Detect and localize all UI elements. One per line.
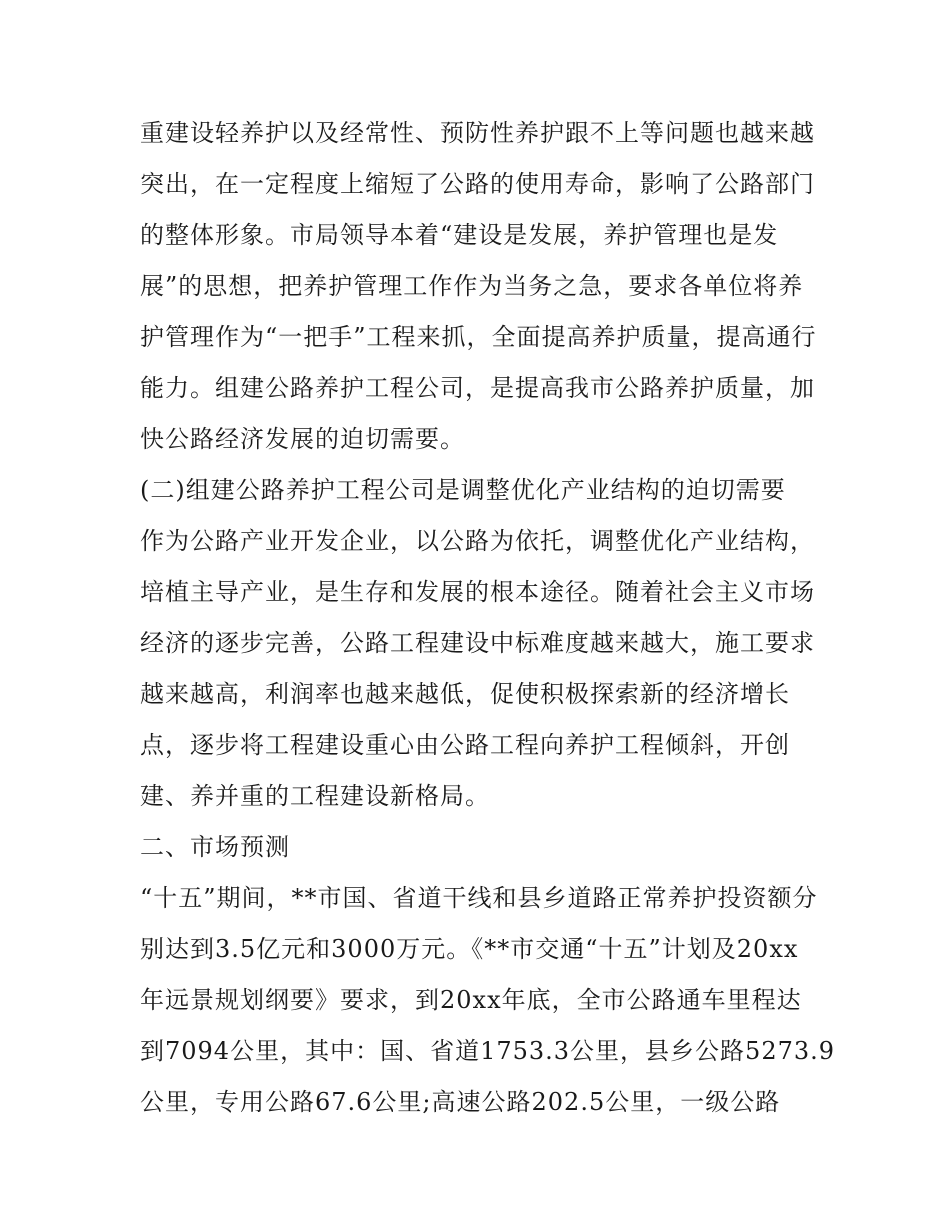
text-line: 作为公路产业开发企业，以公路为依托，调整优化产业结构， [140, 527, 815, 555]
text-line: “十五”期间，**市国、省道干线和县乡道路正常养护投资额分 [140, 884, 818, 912]
text-line: 护管理作为“一把手”工程来抓，全面提高养护质量，提高通行 [140, 323, 817, 351]
text-line: 重建设轻养护以及经常性、预防性养护跟不上等问题也越来越 [140, 119, 815, 147]
text-line: 点，逐步将工程建设重心由公路工程向养护工程倾斜，开创 [140, 731, 790, 759]
section-heading: (二)组建公路养护工程公司是调整优化产业结构的迫切需要 [140, 476, 786, 504]
text-line: 年远景规划纲要》要求，到20xx年底，全市公路通车里程达 [140, 986, 802, 1014]
text-line: 快公路经济发展的迫切需要。 [140, 425, 465, 453]
text-line: 公里，专用公路67.6公里;高速公路202.5公里，一级公路 [140, 1088, 781, 1116]
text-line: 展”的思想，把养护管理工作作为当务之急，要求各单位将养 [140, 272, 804, 300]
text-line: 突出，在一定程度上缩短了公路的使用寿命，影响了公路部门 [140, 170, 815, 198]
text-line: 越来越高，利润率也越来越低，促使积极探索新的经济增长 [140, 680, 790, 708]
section-heading: 二、市场预测 [140, 833, 290, 861]
text-line: 经济的逐步完善，公路工程建设中标难度越来越大，施工要求 [140, 629, 815, 657]
text-line: 别达到3.5亿元和3000万元。《**市交通“十五”计划及20xx [140, 935, 799, 963]
text-line: 的整体形象。市局领导本着“建设是发展，养护管理也是发 [140, 221, 779, 249]
text-line: 建、养并重的工程建设新格局。 [140, 782, 490, 810]
document-body [140, 108, 836, 1128]
text-line: 培植主导产业，是生存和发展的根本途径。随着社会主义市场 [140, 578, 815, 606]
text-line: 能力。组建公路养护工程公司，是提高我市公路养护质量，加 [140, 374, 815, 402]
text-line: 到7094公里，其中：国、省道1753.3公里，县乡公路5273.9 [140, 1037, 836, 1065]
